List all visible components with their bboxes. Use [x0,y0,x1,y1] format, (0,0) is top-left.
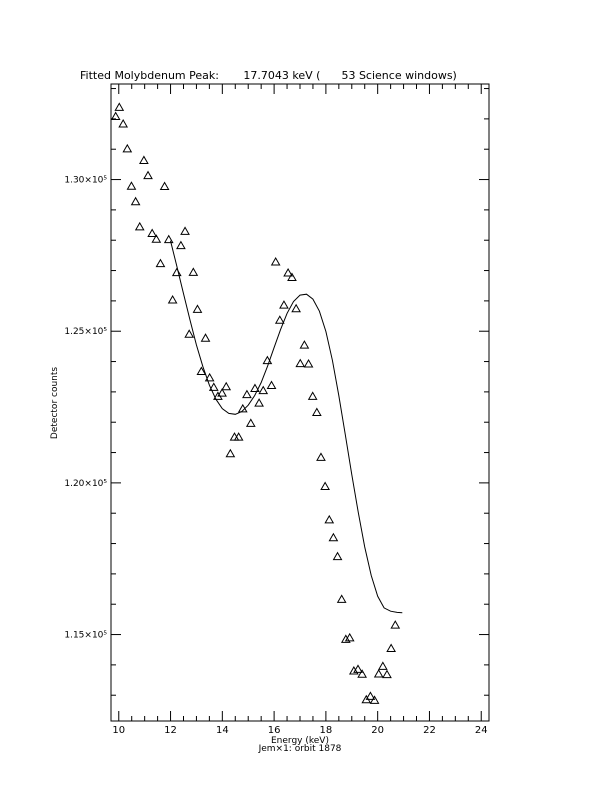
y-tick-label: 1.15×10⁵ [64,630,107,641]
data-point-triangle [119,120,127,127]
data-points [112,103,400,703]
footer-label: Jem×1: orbit 1878 [258,744,342,754]
data-point-triangle [115,103,123,110]
data-point-triangle [272,258,280,265]
data-point-triangle [123,145,131,152]
data-point-triangle [148,230,156,237]
data-point-triangle [391,621,399,628]
data-point-triangle [259,387,267,394]
data-point-triangle [243,391,251,398]
data-point-triangle [222,383,230,390]
x-axis-label: Energy (keV) [271,736,329,746]
x-tick-label: 22 [423,725,436,736]
data-point-triangle [305,360,313,367]
data-point-triangle [161,183,169,190]
data-point-triangle [379,662,387,669]
data-point-triangle [358,670,366,677]
data-point-triangle [338,595,346,602]
axes [64,84,489,736]
data-point-triangle [165,236,173,243]
data-point-triangle [173,269,181,276]
y-tick-label: 1.20×10⁵ [64,478,107,489]
x-tick-label: 12 [164,725,177,736]
data-point-triangle [292,305,300,312]
data-point-triangle [185,330,193,337]
x-tick-label: 24 [474,725,488,736]
x-tick-label: 18 [319,725,333,736]
data-point-triangle [387,645,395,652]
data-point-triangle [309,392,317,399]
data-point-triangle [247,419,255,426]
data-point-triangle [313,409,321,416]
data-point-triangle [255,399,263,406]
y-axis-label: Detector counts [50,366,60,440]
data-point-triangle [317,453,325,460]
fit-curve-group [171,241,403,613]
data-point-triangle [202,334,210,341]
data-point-triangle [136,223,144,230]
data-point-triangle [226,450,234,457]
x-tick-label: 10 [112,725,126,736]
x-tick-label: 20 [371,725,385,736]
data-point-triangle [230,433,238,440]
fit-curve [171,241,403,613]
data-point-triangle [169,296,177,303]
x-tick-label: 16 [267,725,281,736]
data-point-triangle [383,671,391,678]
data-point-triangle [268,382,276,389]
data-point-triangle [325,516,333,523]
data-point-triangle [181,227,189,234]
data-point-triangle [140,156,148,163]
data-point-triangle [156,260,164,267]
data-point-triangle [144,172,152,179]
data-point-triangle [329,534,337,541]
data-point-triangle [127,182,135,189]
data-point-triangle [300,341,308,348]
chart-title: Fitted Molybdenum Peak: 17.7043 keV ( 53 Science windows) [80,69,457,82]
data-point-triangle [288,274,296,281]
data-point-triangle [375,670,383,677]
data-point-triangle [193,305,201,312]
y-tick-label: 1.25×10⁵ [64,327,107,338]
data-point-triangle [334,553,342,560]
data-point-triangle [235,433,243,440]
data-point-triangle [321,483,329,490]
data-point-triangle [177,242,185,249]
data-point-triangle [276,316,284,323]
y-tick-label: 1.30×10⁵ [64,175,107,186]
data-point-triangle [189,268,197,275]
data-point-triangle [132,198,140,205]
plot-frame [111,84,489,721]
x-tick-label: 14 [215,725,229,736]
data-point-triangle [280,301,288,308]
data-point-triangle [296,360,304,367]
